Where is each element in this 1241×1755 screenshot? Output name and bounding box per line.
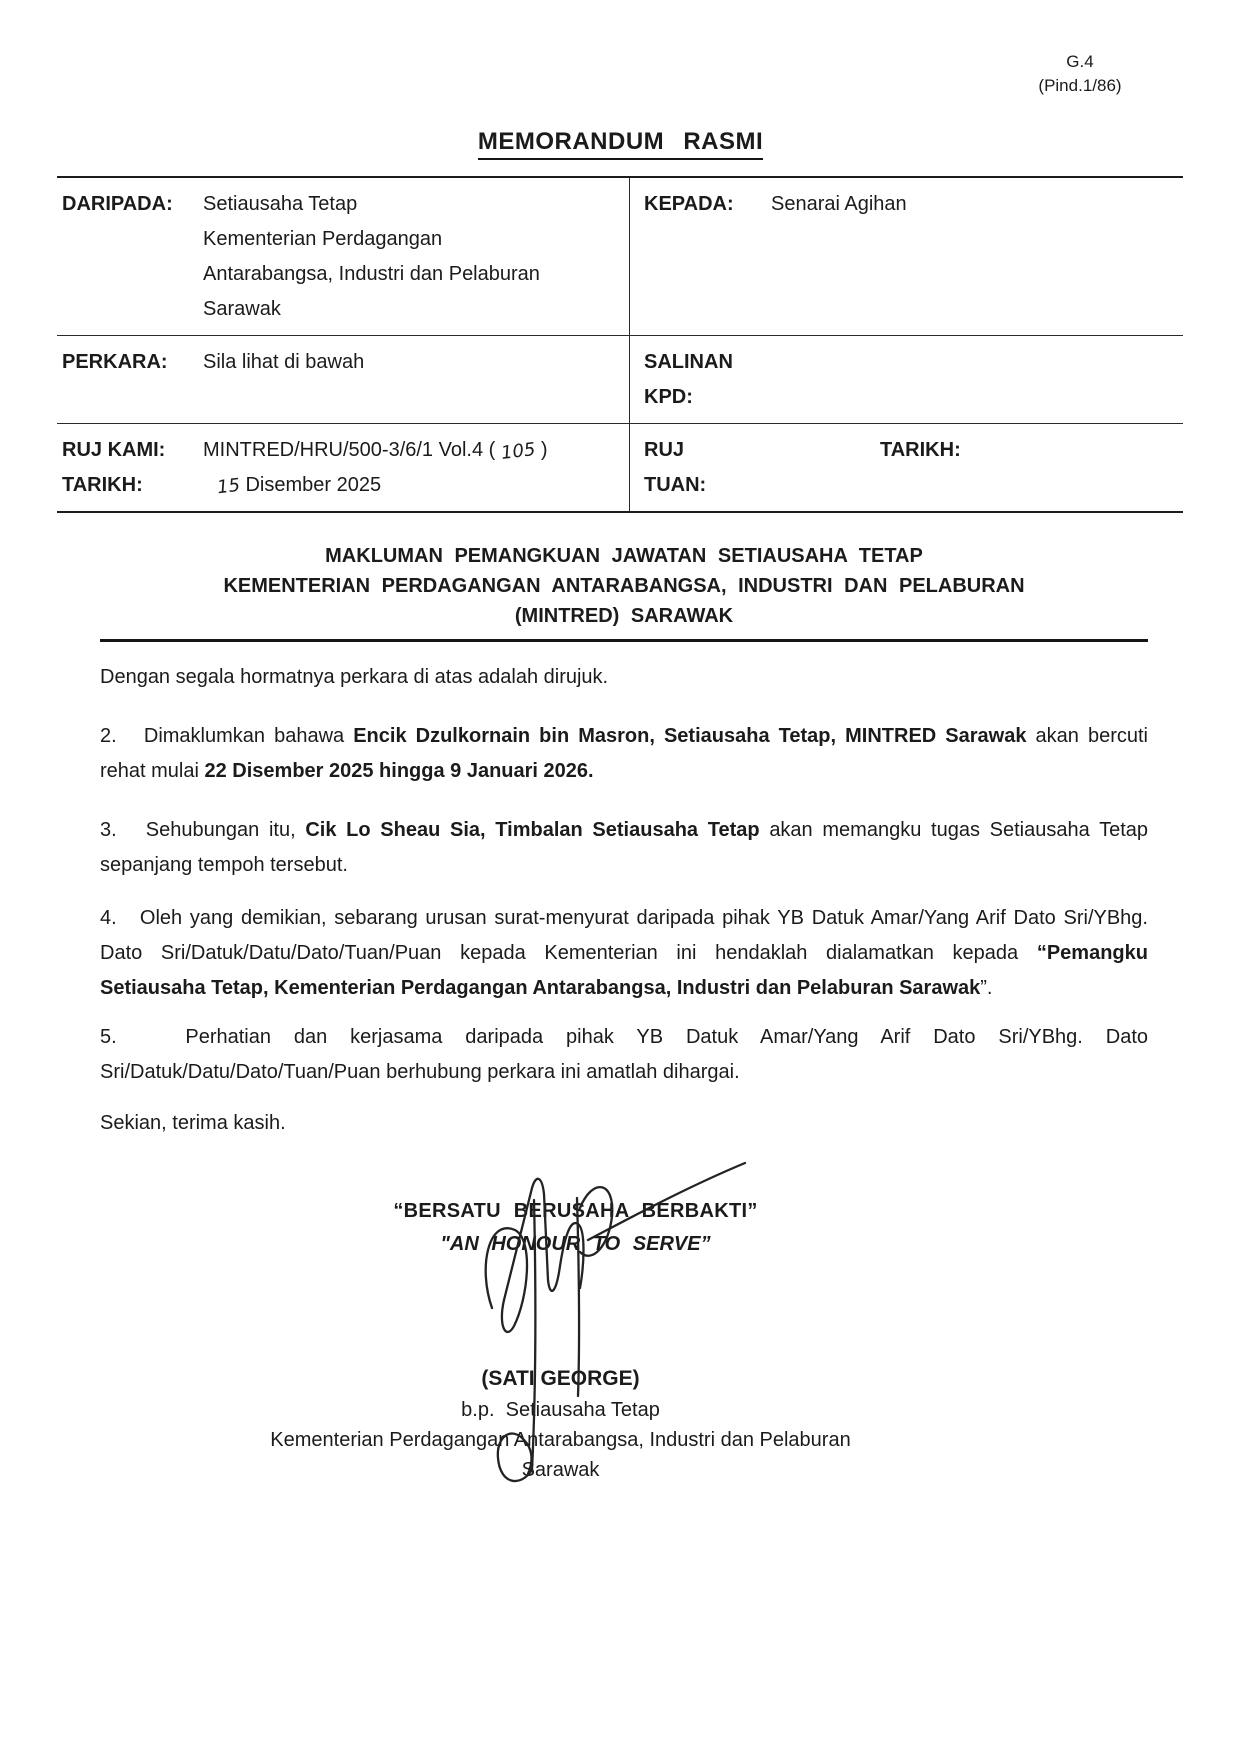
form-revision: (Pind.1/86) <box>1038 76 1122 95</box>
paragraph-4: 4. Oleh yang demikian, sebarang urusan surat-menyurat daripada pihak YB Datuk Amar/Yang Arif Dato Sri/YBhg. Dato Sri/Datuk/Datu/Dato/Tuan/Puan kepada Kementerian ini hendaklah dialamatkan kepada “Pemangku Setiausaha Tetap, Kementerian Perdagangan Antarabangsa, Industri dan Pelaburan Sarawak”. <box>100 907 1148 999</box>
daripada-line: Sarawak <box>203 298 281 320</box>
daripada-label: DARIPADA: <box>62 193 173 215</box>
daripada-line: Kementerian Perdagangan <box>203 228 443 250</box>
table-row-daripada-kepada <box>57 178 1183 336</box>
daripada-line: Setiausaha Tetap <box>203 193 358 215</box>
subject-line3: (MINTRED) SARAWAK <box>514 605 734 627</box>
signatory-org-line1: Kementerian Perdagangan Antarabangsa, Industri dan Pelaburan <box>270 1429 851 1451</box>
form-code-block <box>1020 50 1140 98</box>
subject-line2: KEMENTERIAN PERDAGANGAN ANTARABANGSA, INDUSTRI DAN PELABURAN <box>223 575 1025 597</box>
signatory-name: (SATI GEORGE) <box>481 1367 640 1390</box>
title-wrap <box>0 128 1241 160</box>
signatory-bp-line: b.p. Setiausaha Tetap <box>461 1399 660 1421</box>
perkara-label: PERKARA: <box>62 351 168 373</box>
kepada-value: Senarai Agihan <box>771 193 907 215</box>
form-code: G.4 <box>1066 52 1094 71</box>
cell-salinan <box>630 336 1183 423</box>
table-row-perkara-salinan <box>57 336 1183 424</box>
table-row-ruj-tarikh <box>57 424 1183 511</box>
tarikh-left-label: TARIKH: <box>62 474 143 496</box>
memo-header-table <box>57 176 1183 513</box>
motto-block <box>0 1195 1241 1261</box>
ruj-kami-handwritten-number: 105 <box>499 438 537 465</box>
daripada-line: Antarabangsa, Industri dan Pelaburan <box>203 263 540 285</box>
paragraph-5: 5. Perhatian dan kerjasama daripada pihak YB Datuk Amar/Yang Arif Dato Sri/YBhg. Dato Sri/Datuk/Datu/Dato/Tuan/Puan berhubung perkara ini amatlah dihargai. <box>100 1026 1148 1083</box>
cell-kepada <box>630 178 1183 335</box>
salinan-label-line2: KPD: <box>644 386 693 408</box>
ruj-kami-label: RUJ KAMI: <box>62 439 166 461</box>
ruj-tuan-label-line2: TUAN: <box>644 474 707 496</box>
daripada-value <box>203 187 621 327</box>
subject-line1: MAKLUMAN PEMANGKUAN JAWATAN SETIAUSAHA TETAP <box>325 545 923 567</box>
motto-line1: “BERSATU BERUSAHA BERBAKTI” <box>393 1200 758 1222</box>
perkara-value: Sila lihat di bawah <box>203 351 365 373</box>
cell-daripada <box>57 178 630 335</box>
signature-block <box>0 1363 1241 1485</box>
signatory-org-line2: Sarawak <box>521 1459 600 1481</box>
salinan-label-line1: SALINAN <box>644 351 733 373</box>
cell-ruj-kami <box>57 424 630 511</box>
tarikh-left-value: 15 Disember 2025 <box>203 468 381 503</box>
tarikh-right-label: TARIKH: <box>880 439 961 461</box>
page-title: MEMORANDUM RASMI <box>478 128 763 160</box>
cell-ruj-tuan <box>630 424 1183 511</box>
kepada-label: KEPADA: <box>644 193 734 215</box>
tarikh-handwritten-day: 15 <box>215 474 242 499</box>
paragraph-2: 2. Dimaklumkan bahawa Encik Dzulkornain bin Masron, Setiausaha Tetap, MINTRED Sarawak akan bercuti rehat mulai 22 Disember 2025 hingga 9 Januari 2026. <box>100 725 1149 782</box>
paragraph-1: Dengan segala hormatnya perkara di atas adalah dirujuk. <box>100 666 609 688</box>
subject-heading <box>100 541 1148 642</box>
paragraph-3: 3. Sehubungan itu, Cik Lo Sheau Sia, Timbalan Setiausaha Tetap akan memangku tugas Setiausaha Tetap sepanjang tempoh tersebut. <box>100 819 1149 876</box>
motto-line2: "AN HONOUR TO SERVE” <box>440 1233 711 1255</box>
ruj-kami-value: MINTRED/HRU/500-3/6/1 Vol.4 ( 105 ) <box>203 433 547 468</box>
closing-line: Sekian, terima kasih. <box>100 1112 286 1134</box>
cell-perkara <box>57 336 630 423</box>
ruj-tuan-label-line1: RUJ <box>644 439 685 461</box>
